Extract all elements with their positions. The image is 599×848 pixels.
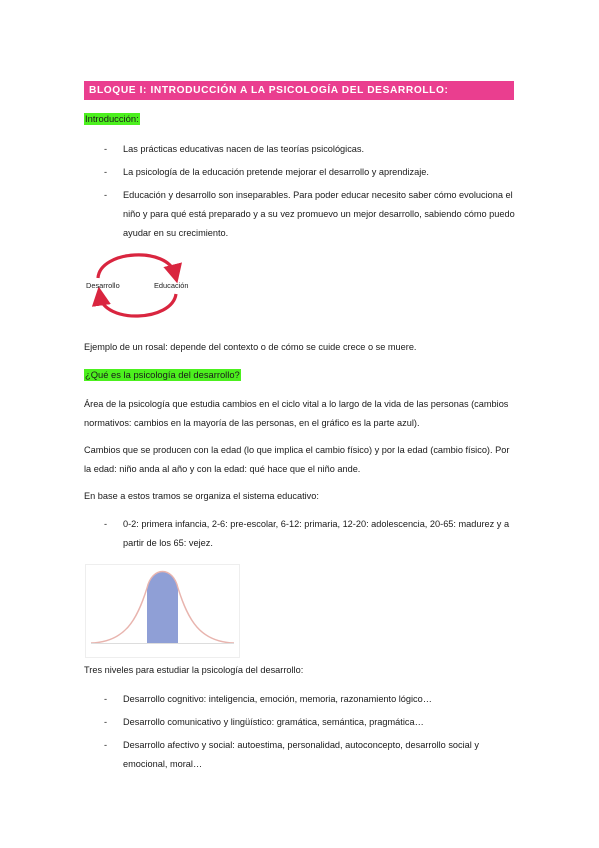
bullet-dash: - — [104, 694, 108, 704]
section3-intro: Tres niveles para estudiar la psicología del desarrollo: — [84, 665, 304, 675]
intro-bullet-list — [104, 140, 516, 247]
example-text: Ejemplo de un rosal: depende del contexto o de cómo se cuide crece o se muere. — [84, 342, 417, 352]
normative-area — [147, 572, 178, 644]
intro-heading: Introducción: — [85, 113, 139, 124]
section3-bullet-list — [104, 690, 516, 778]
bullet-dash: - — [104, 740, 108, 750]
list-item-text: Educación y desarrollo son inseparables. Para poder educar necesito saber cómo evoluciona el niño y para qué está preparado y a su vez promuevo un mejor desarrollo, sabiendo cómo puedo ayudar en su crecimiento. — [123, 190, 515, 238]
bullet-dash: - — [104, 144, 108, 154]
section2-paragraph-3: En base a estos tramos se organiza el sistema educativo: — [84, 491, 319, 501]
list-item — [104, 163, 516, 182]
list-item-text: 0-2: primera infancia, 2-6: pre-escolar, 6-12: primaria, 12-20: adolescencia, 20-65: madurez y a partir de los 65: vejez. — [123, 519, 510, 548]
list-item-text: Desarrollo cognitivo: inteligencia, emoción, memoria, razonamiento lógico… — [123, 694, 432, 704]
cycle-diagram — [84, 244, 194, 324]
section2-paragraph-2: Cambios que se producen con la edad (lo que implica el cambio físico) y por la edad (cambio físico). Por la edad: niño anda al año y con la edad: qué hace que el niño ande. — [84, 445, 510, 474]
bell-curve-image — [85, 564, 240, 658]
bullet-dash: - — [104, 167, 108, 177]
section-title-banner: BLOQUE I: INTRODUCCIÓN A LA PSICOLOGÍA DEL DESARROLLO: — [84, 81, 514, 100]
list-item — [104, 140, 516, 159]
list-item-text: Desarrollo afectivo y social: autoestima, personalidad, autoconcepto, desarrollo social y emocional, moral… — [123, 740, 479, 769]
section2-paragraph-1: Área de la psicología que estudia cambios en el ciclo vital a lo largo de la vida de las personas (cambios normativos: cambios en la mayoría de las personas, en el gráfico es la parte azul). — [84, 399, 509, 428]
arrow-bottom-icon — [100, 294, 176, 316]
section2-heading: ¿Qué es la psicología del desarrollo? — [85, 369, 240, 380]
list-item-text: Desarrollo comunicativo y lingüístico: gramática, semántica, pragmática… — [123, 717, 424, 727]
cycle-label-left: Desarrollo — [86, 281, 120, 290]
bullet-dash: - — [104, 717, 108, 727]
section2-bullet-list — [104, 515, 516, 557]
list-item — [104, 515, 516, 553]
arrow-top-icon — [98, 255, 175, 278]
list-item-text: Las prácticas educativas nacen de las teorías psicológicas. — [123, 144, 365, 154]
cycle-label-right: Educación — [154, 281, 189, 290]
list-item — [104, 690, 516, 709]
list-item-text: La psicología de la educación pretende mejorar el desarrollo y aprendizaje. — [123, 167, 429, 177]
list-item — [104, 736, 516, 774]
bullet-dash: - — [104, 519, 108, 529]
list-item — [104, 186, 516, 243]
list-item — [104, 713, 516, 732]
bullet-dash: - — [104, 190, 108, 200]
